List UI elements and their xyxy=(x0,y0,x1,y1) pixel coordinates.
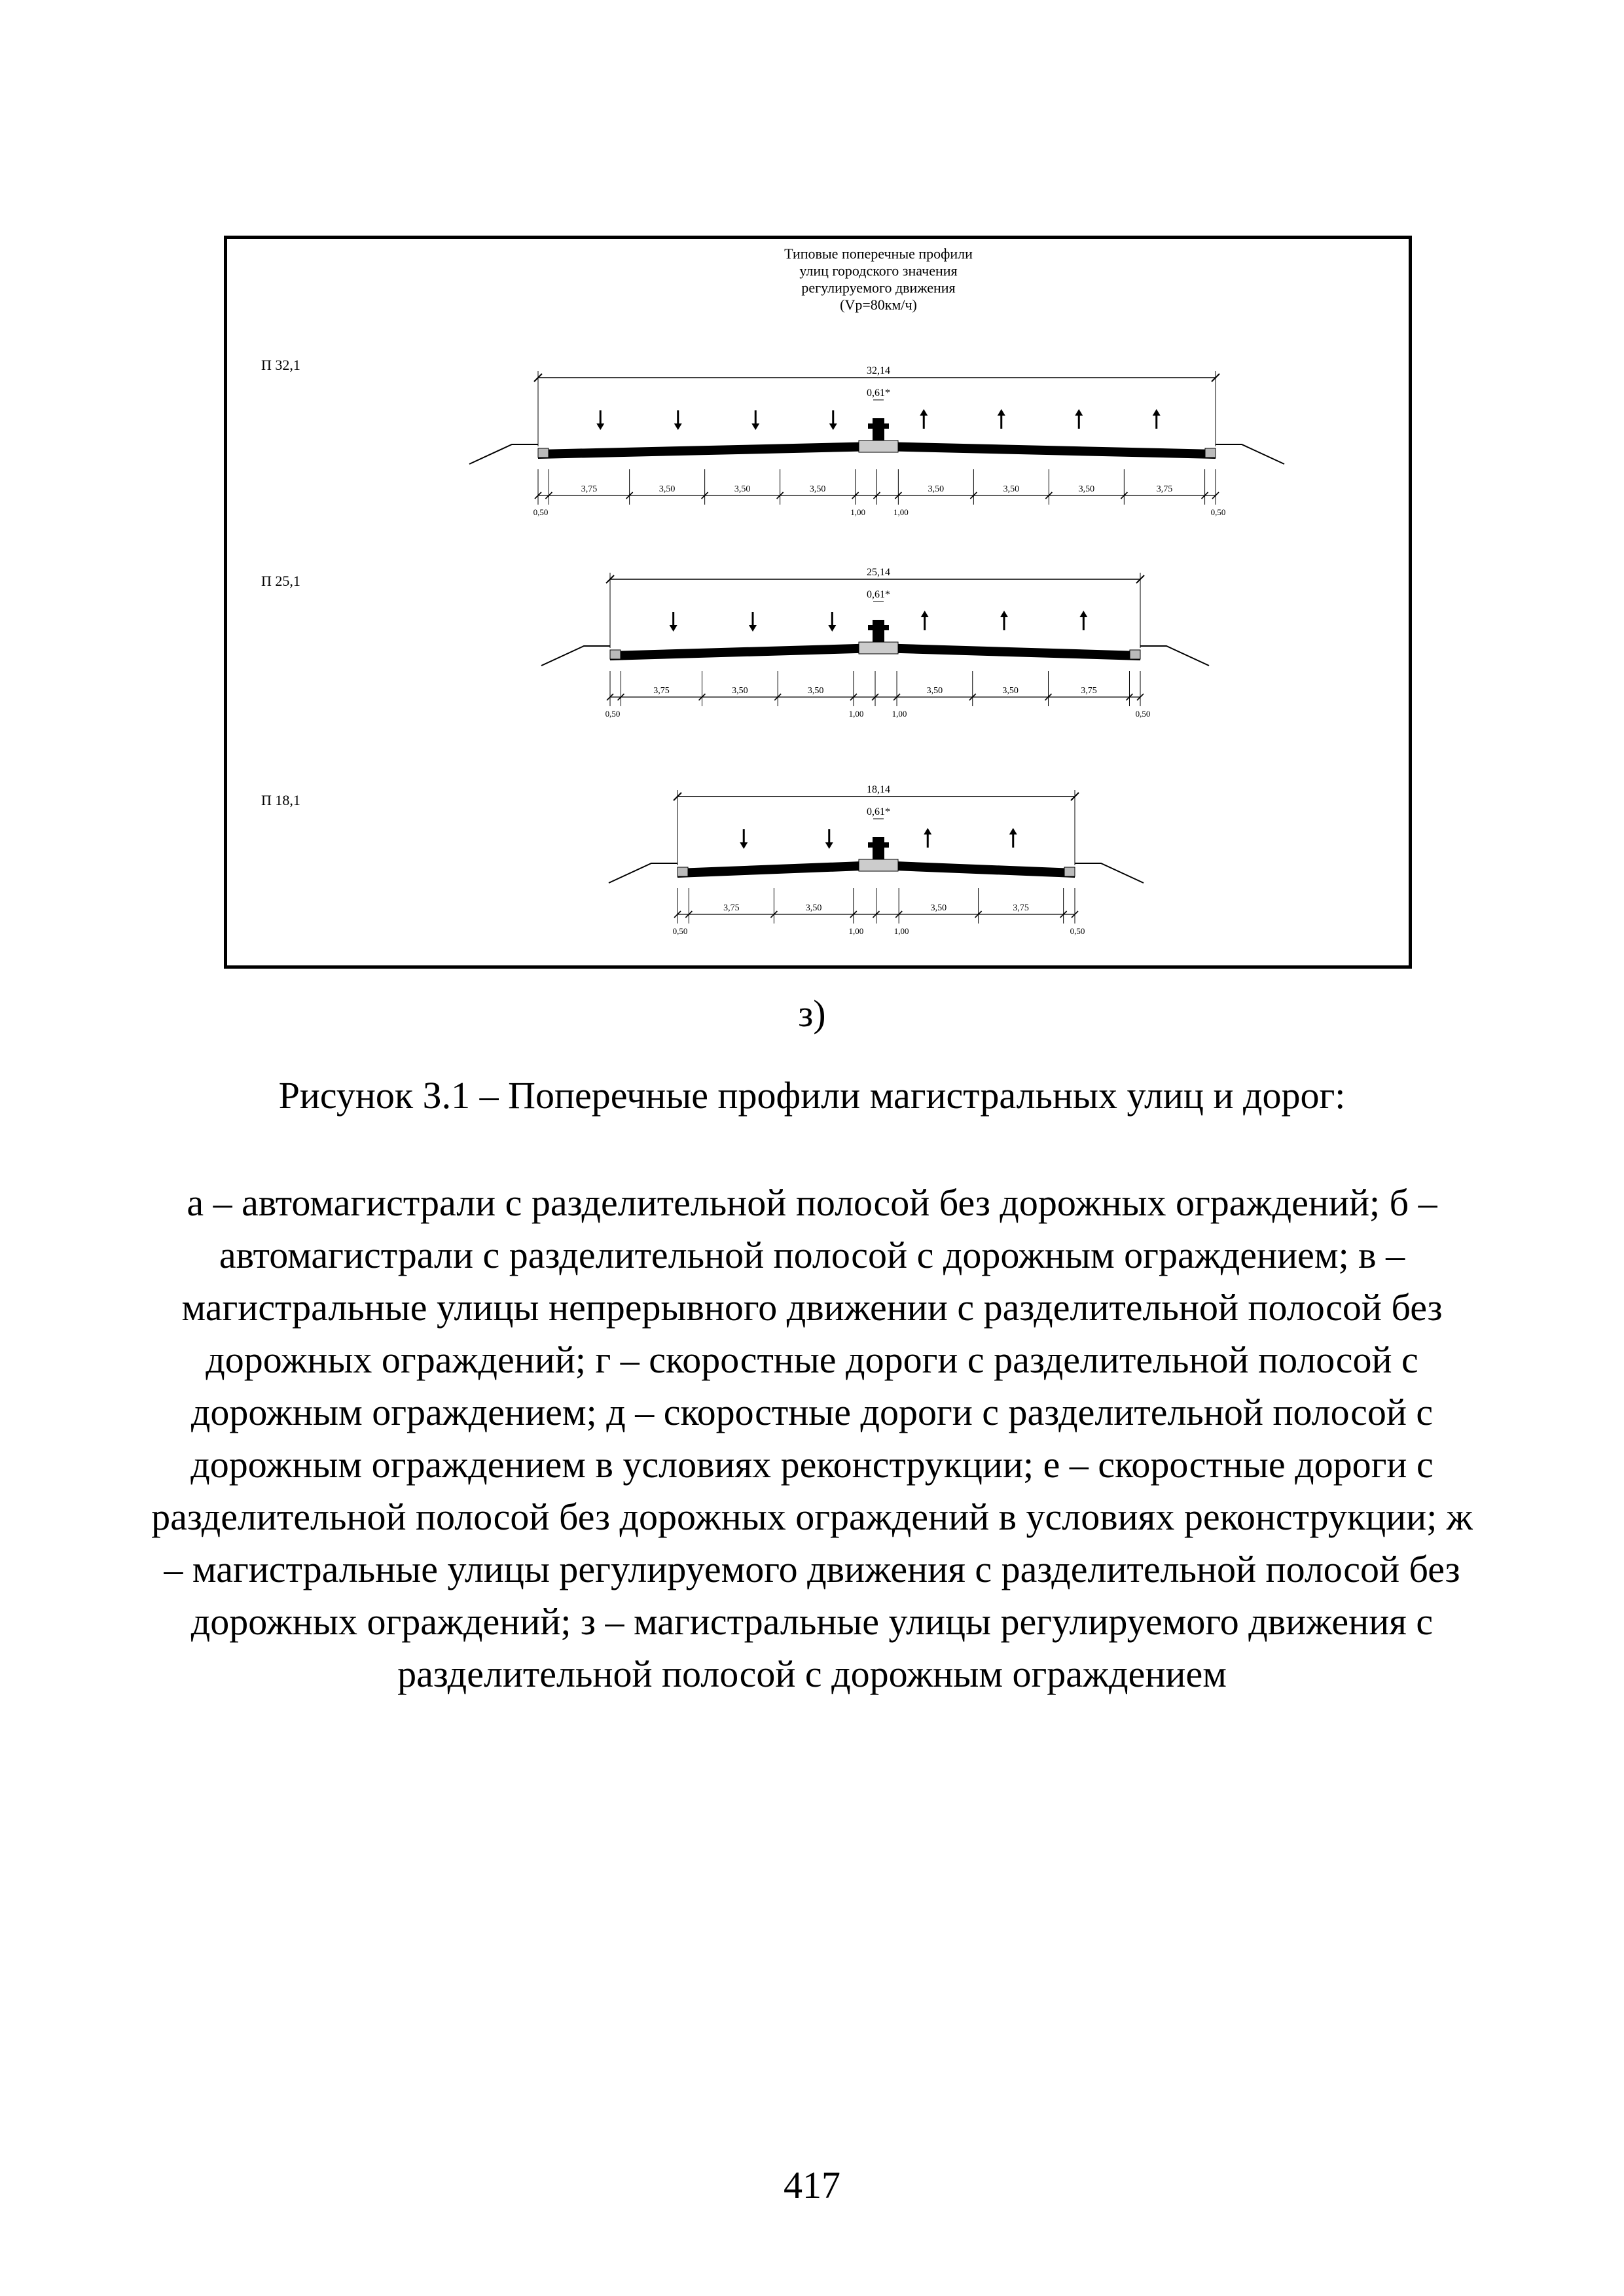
segment-label: 3,75 xyxy=(1156,484,1173,494)
segment-label: 3,50 xyxy=(809,484,826,494)
segment-label: 3,75 xyxy=(1013,903,1029,913)
median-width-label: 0,61* xyxy=(867,589,890,600)
median-strip xyxy=(859,642,898,654)
profile-label: П 18,1 xyxy=(261,792,300,808)
segment-label: 1,00 xyxy=(848,709,864,719)
segment-label: 0,50 xyxy=(1210,507,1226,517)
segment-label: 3,75 xyxy=(653,686,670,696)
page-number: 417 xyxy=(784,2164,840,2206)
left-slope xyxy=(469,444,538,464)
lane-arrow-down-head xyxy=(674,423,682,430)
profile-1 xyxy=(261,357,1284,517)
segment-label: 1,00 xyxy=(892,709,907,719)
segment-label: 0,50 xyxy=(1070,926,1085,936)
segment-label: 3,50 xyxy=(732,686,748,696)
segment-label: 3,75 xyxy=(1081,686,1097,696)
left-slope xyxy=(609,863,677,883)
segment-label: 3,75 xyxy=(581,484,598,494)
road-barrier xyxy=(873,620,884,642)
segment-label: 3,50 xyxy=(807,686,824,696)
road-barrier-rail xyxy=(868,423,889,429)
right-shoulder xyxy=(1130,650,1140,659)
lane-arrow-down-head xyxy=(751,423,759,430)
segment-label: 3,50 xyxy=(659,484,676,494)
segment-label: 1,00 xyxy=(848,926,864,936)
lane-arrow-down-head xyxy=(596,423,604,430)
lane-arrow-down-head xyxy=(828,625,836,632)
segment-label: 1,00 xyxy=(893,507,909,517)
segment-label: 1,00 xyxy=(850,507,866,517)
segment-label: 1,00 xyxy=(893,926,909,936)
total-width-label: 25,14 xyxy=(867,567,890,578)
left-shoulder xyxy=(677,867,688,876)
lane-arrow-down-head xyxy=(670,625,677,632)
median-width-label: 0,61* xyxy=(867,387,890,399)
road-barrier-rail xyxy=(868,842,889,848)
segment-label: 3,50 xyxy=(930,903,947,913)
figure-title-line: Типовые поперечные профили xyxy=(784,245,973,262)
lane-arrow-up-head xyxy=(921,611,929,617)
road-barrier-rail xyxy=(868,625,889,630)
total-width-label: 18,14 xyxy=(867,784,890,795)
segment-label: 3,50 xyxy=(926,686,943,696)
lane-arrow-down-head xyxy=(829,423,837,430)
segment-label: 3,50 xyxy=(1078,484,1095,494)
right-shoulder xyxy=(1205,448,1216,457)
median-strip xyxy=(859,859,898,871)
profile-2 xyxy=(261,567,1209,719)
total-width-label: 32,14 xyxy=(867,365,890,376)
segment-label: 0,50 xyxy=(672,926,688,936)
segment-label: 3,50 xyxy=(1002,686,1019,696)
left-slope xyxy=(541,646,610,666)
lane-arrow-up-head xyxy=(924,828,931,834)
segment-label: 0,50 xyxy=(533,507,549,517)
segment-label: 3,50 xyxy=(734,484,751,494)
segment-label: 0,50 xyxy=(1135,709,1151,719)
lane-arrow-up-head xyxy=(1009,828,1017,834)
lane-arrow-up-head xyxy=(1153,409,1161,416)
profile-label: П 32,1 xyxy=(261,357,300,373)
segment-label: 3,50 xyxy=(928,484,945,494)
left-shoulder xyxy=(610,650,621,659)
lane-arrow-down-head xyxy=(825,842,833,849)
profile-label: П 25,1 xyxy=(261,573,300,589)
road-barrier xyxy=(873,837,884,859)
figure-title-line: улиц городского значения xyxy=(799,262,958,279)
right-slope xyxy=(1075,863,1144,883)
right-slope xyxy=(1216,444,1284,464)
figure-frame xyxy=(224,236,1412,969)
right-slope xyxy=(1140,646,1209,666)
segment-label: 3,75 xyxy=(723,903,740,913)
median-strip xyxy=(859,440,898,452)
lane-arrow-up-head xyxy=(1075,409,1083,416)
figure-title-line: регулируемого движения xyxy=(801,279,956,296)
road-barrier xyxy=(873,418,884,440)
segment-label: 3,50 xyxy=(1003,484,1020,494)
lane-arrow-up-head xyxy=(998,409,1005,416)
figure-legend: а – автомагистрали с разделительной полосой без дорожных ограждений; б – автомагистрали с разделительной полосой с дорожным ограждением; в – магистральные улицы непрерывного движении с разделительной полосой без дорожных ограждений; г – скоростные дороги с разделительной полосой с дорожным ограждением; д – скоростные дороги с разделительной полосой с дорожным ограждением в условиях реконструкции; е – скоростные дороги с разделительной полосой без дорожных ограждений в условиях реконструкции; ж – магистральные улицы регулируемого движения с разделительной полосой без дорожных ограждений; з – магистральные улицы регулируемого движения с разделительной полосой с дорожным ограждением xyxy=(151,1181,1473,1695)
right-shoulder xyxy=(1064,867,1075,876)
figure-title-line: (Vр=80км/ч) xyxy=(840,296,917,313)
segment-label: 3,50 xyxy=(805,903,822,913)
cross-section-drawing xyxy=(227,239,1409,965)
left-shoulder xyxy=(538,448,549,457)
lane-arrow-down-head xyxy=(740,842,748,849)
segment-label: 0,50 xyxy=(605,709,621,719)
median-width-label: 0,61* xyxy=(867,806,890,817)
lane-arrow-down-head xyxy=(749,625,757,632)
lane-arrow-up-head xyxy=(1000,611,1008,617)
profile-3 xyxy=(261,784,1144,936)
figure-sublabel: з) xyxy=(798,992,826,1035)
figure-title xyxy=(784,245,973,313)
figure-caption: Рисунок З.1 – Поперечные профили магистральных улиц и дорог: xyxy=(278,1074,1346,1117)
lane-arrow-up-head xyxy=(1079,611,1087,617)
lane-arrow-up-head xyxy=(920,409,928,416)
